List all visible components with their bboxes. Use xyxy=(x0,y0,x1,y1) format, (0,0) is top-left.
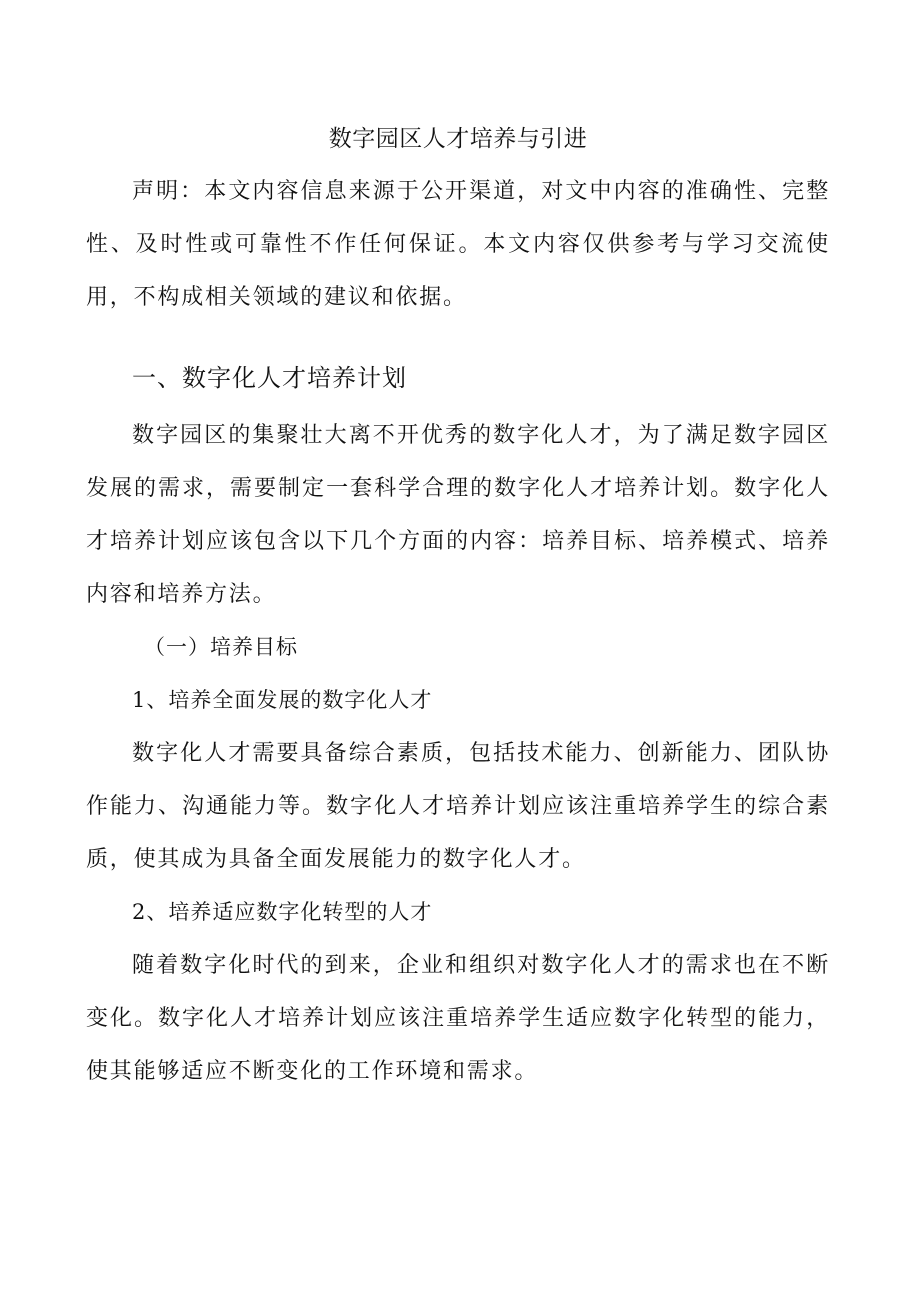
item-body-paragraph: 数字化人才需要具备综合素质，包括技术能力、创新能力、团队协作能力、沟通能力等。数字化人才培养计划应该注重培养学生的综合素质，使其成为具备全面发展能力的数字化人才。 xyxy=(86,741,830,872)
section-intro-paragraph: 数字园区的集聚壮大离不开优秀的数字化人才，为了满足数字园区发展的需求，需要制定一套科学合理的数字化人才培养计划。数字化人才培养计划应该包含以下几个方面的内容：培养目标、培养模式、培养内容和培养方法。 xyxy=(86,423,830,607)
section-heading: 一、数字化人才培养计划 xyxy=(132,364,407,392)
subsection-heading: （一）培养目标 xyxy=(144,635,298,659)
item-heading: 2、培养适应数字化转型的人才 xyxy=(132,900,433,924)
disclaimer-paragraph: 声明：本文内容信息来源于公开渠道，对文中内容的准确性、完整性、及时性或可靠性不作任何保证。本文内容仅供参考与学习交流使用，不构成相关领域的建议和依据。 xyxy=(86,179,830,310)
item-body-paragraph: 随着数字化时代的到来，企业和组织对数字化人才的需求也在不断变化。数字化人才培养计划应该注重培养学生适应数字化转型的能力，使其能够适应不断变化的工作环境和需求。 xyxy=(86,953,830,1084)
document-body xyxy=(86,116,830,1098)
item-heading: 1、培养全面发展的数字化人才 xyxy=(132,688,433,712)
document-title: 数字园区人才培养与引进 xyxy=(328,126,588,152)
